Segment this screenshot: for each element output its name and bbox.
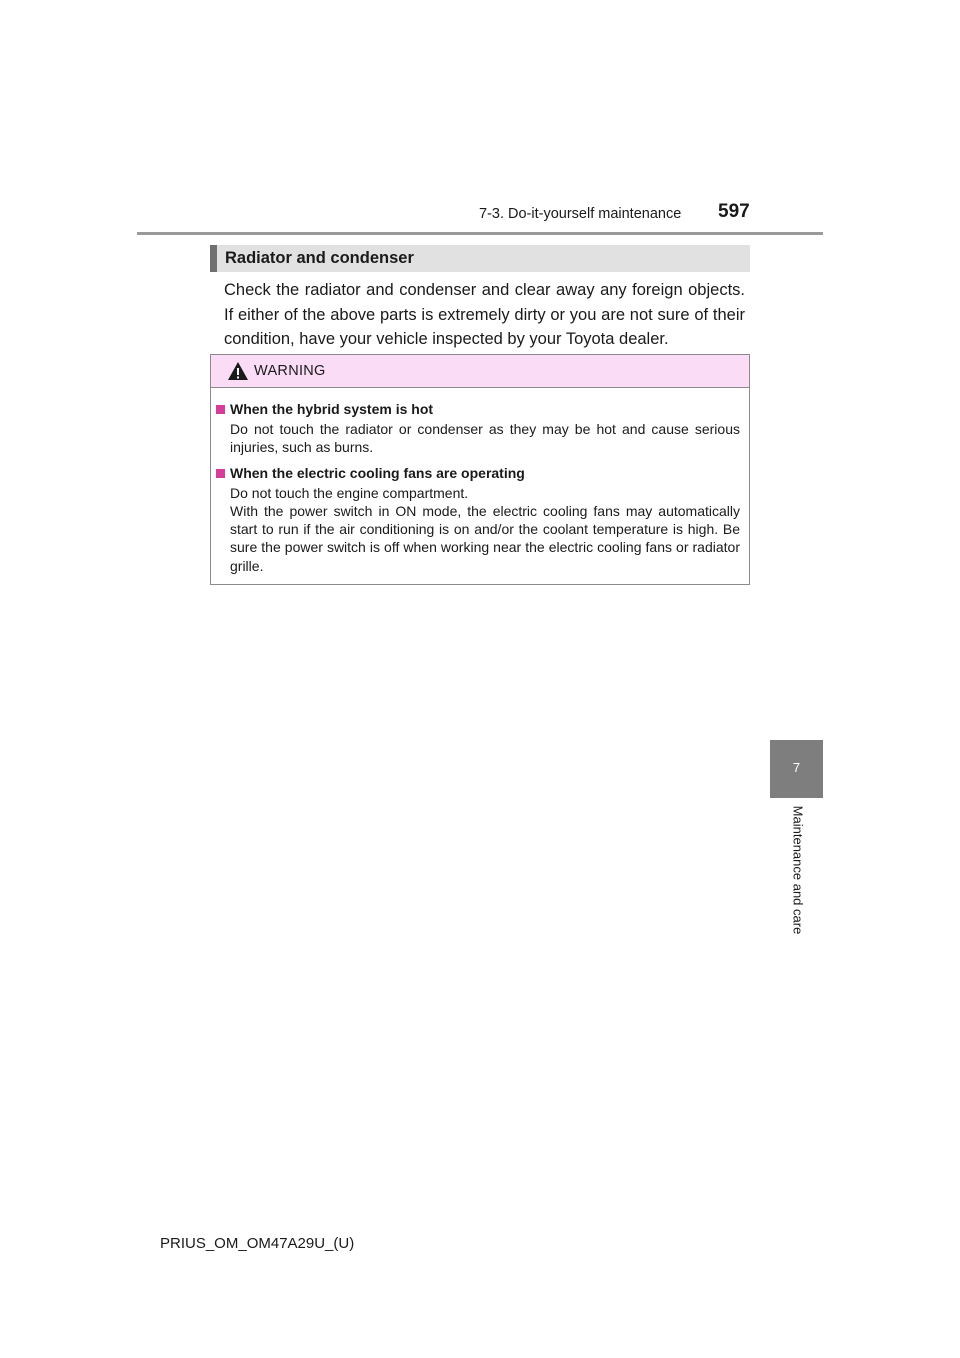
- header-section-title: 7-3. Do-it-yourself maintenance: [479, 206, 682, 222]
- section-body-text: Check the radiator and condenser and clear away any foreign objects. If either of the above parts is extremely dirty or you are not sure of their condition, have your vehicle inspected by your Toyota dealer.: [224, 281, 745, 348]
- warning-item-heading: When the hybrid system is hot: [230, 401, 434, 417]
- chapter-tab: [770, 740, 823, 798]
- warning-box: [210, 354, 750, 585]
- warning-triangle-icon: [227, 361, 249, 381]
- warning-item-text-2: With the power switch in ON mode, the electric cooling fans may automatically start to run if the air conditioning is on and/or the coolant temperature is high. Be sure the power switch is off when working near the electric cooling fans or radiator grille.: [230, 502, 740, 574]
- bullet-square-icon: [216, 405, 225, 414]
- warning-header: [211, 355, 749, 388]
- page-number: 597: [718, 201, 750, 222]
- warning-item-text: Do not touch the radiator or condenser as they may be hot and cause serious injuries, such as burns.: [230, 421, 740, 456]
- warning-item-heading: When the electric cooling fans are operating: [230, 464, 525, 481]
- footer-manual-code: PRIUS_OM_OM47A29U_(U): [160, 1235, 355, 1252]
- warning-item-hot-system: [215, 400, 740, 457]
- chapter-tab-number: 7: [792, 760, 801, 775]
- warning-item-cooling-fans: [215, 464, 740, 575]
- warning-item-text: Do not touch the engine compartment.: [230, 484, 469, 501]
- warning-title: WARNING: [254, 363, 326, 379]
- chapter-tab-label: Maintenance and care: [790, 805, 806, 935]
- header-rule: [137, 232, 823, 235]
- section-heading: Radiator and condenser: [210, 245, 750, 272]
- bullet-square-icon: [216, 469, 225, 478]
- warning-body: [211, 388, 749, 575]
